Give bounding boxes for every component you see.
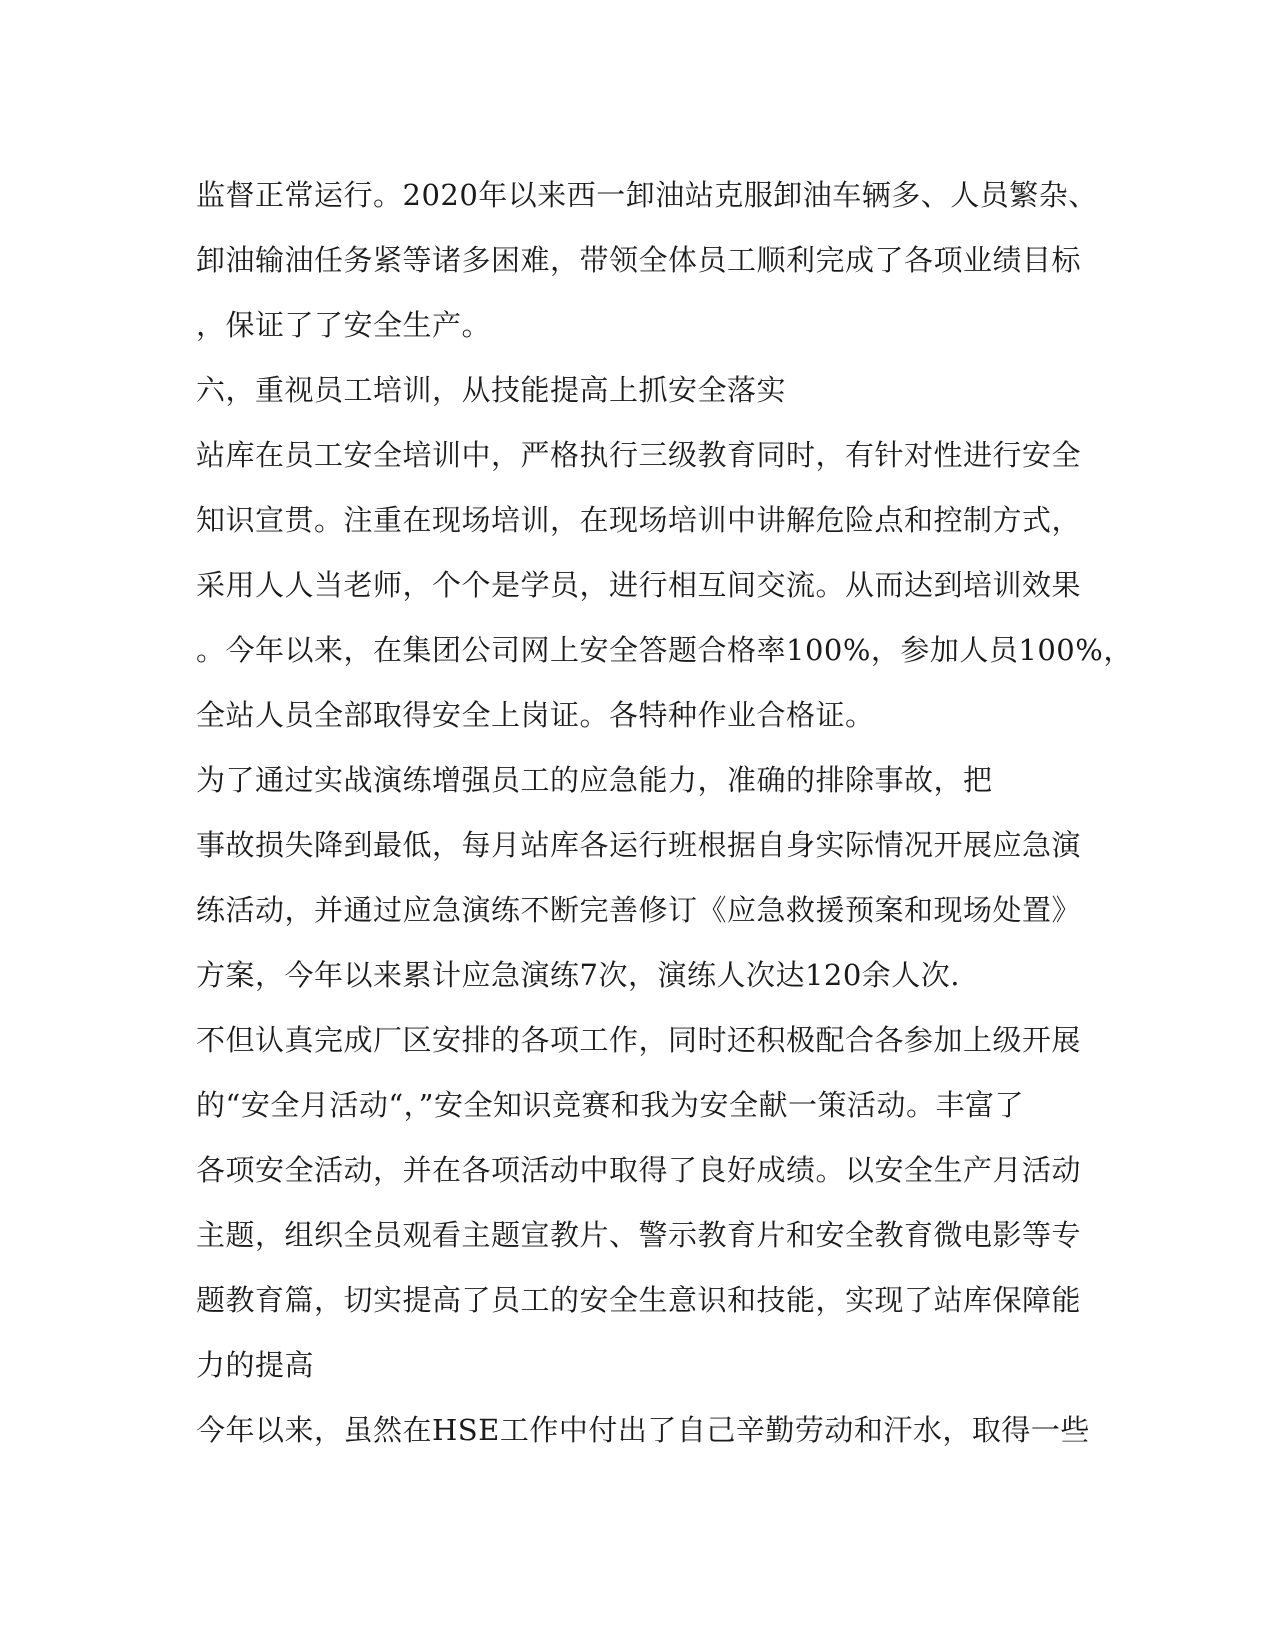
text-line: 的“安全月活动“，”安全知识竞赛和我为安全献一策活动。丰富了 xyxy=(196,1088,1024,1122)
text-line: 知识宣贯。注重在现场培训，在现场培训中讲解危险点和控制方式， xyxy=(196,503,1082,537)
text-line: 站库在员工安全培训中，严格执行三级教育同时，有针对性进行安全 xyxy=(196,438,1082,472)
text-line: 今年以来，虽然在HSE工作中付出了自己辛勤劳动和汗水，取得一些 xyxy=(196,1413,1090,1447)
text-line: 不但认真完成厂区安排的各项工作，同时还积极配合各参加上级开展 xyxy=(196,1023,1082,1057)
section-heading: 六，重视员工培训，从技能提高上抓安全落实 xyxy=(196,373,787,407)
text-line: 题教育篇，切实提高了员工的安全生意识和技能，实现了站库保障能 xyxy=(196,1283,1082,1317)
text-line: 各项安全活动，并在各项活动中取得了良好成绩。以安全生产月活动 xyxy=(196,1153,1082,1187)
text-line: 练活动，并通过应急演练不断完善修订《应急救援预案和现场处置》 xyxy=(196,893,1082,927)
text-line: 。今年以来，在集团公司网上安全答题合格率100%，参加人员100%， xyxy=(196,633,1133,667)
text-line: 采用人人当老师，个个是学员，进行相互间交流。从而达到培训效果 xyxy=(196,568,1082,602)
text-line: 为了通过实战演练增强员工的应急能力，准确的排除事故，把 xyxy=(196,763,993,797)
text-line: 力的提高 xyxy=(196,1348,315,1382)
text-line: 卸油输油任务紧等诸多困难，带领全体员工顺利完成了各项业绩目标 xyxy=(196,243,1082,277)
text-line: 全站人员全部取得安全上岗证。各特种作业合格证。 xyxy=(196,698,875,732)
text-line: 主题，组织全员观看主题宣教片、警示教育片和安全教育微电影等专 xyxy=(196,1218,1082,1252)
text-line: 方案，今年以来累计应急演练7次，演练人次达120余人次. xyxy=(196,958,961,992)
body-text xyxy=(196,163,1133,1463)
text-line: 监督正常运行。2020年以来西一卸油站克服卸油车辆多、人员繁杂、 xyxy=(196,178,1098,212)
text-line: 事故损失降到最低，每月站库各运行班根据自身实际情况开展应急演 xyxy=(196,828,1082,862)
text-line: ，保证了了安全生产。 xyxy=(196,308,492,342)
